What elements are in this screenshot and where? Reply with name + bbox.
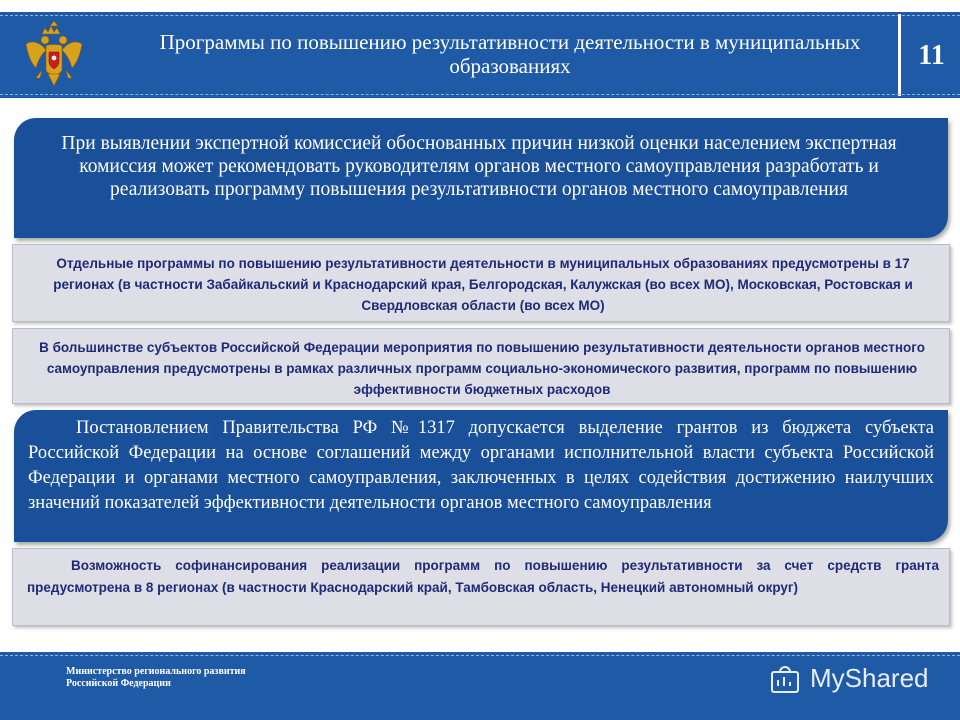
expert-commission-block (14, 118, 948, 238)
watermark-text: MyShared (810, 663, 929, 693)
ministry-name: Министерство регионального развития Российской Федерации (66, 666, 246, 689)
cofinancing-block (12, 548, 950, 626)
coat-of-arms-icon (18, 20, 90, 92)
slide-header (0, 12, 960, 98)
subjects-measures-block (12, 328, 950, 404)
regions-programs-block (12, 244, 950, 322)
subjects-measures-text: В большинстве субъектов Российской Федерации мероприятия по повышению результативности деятельности органов местного самоуправления предусмотрены в рамках различных программ социально-экономического развития, программ по повышению эффективности бюджетных расходов (39, 340, 925, 397)
expert-commission-text: При выявлении экспертной комиссией обоснованных причин низкой оценки населением экспертная комиссия может рекомендовать руководителям органов местного самоуправления разработать и реализовать программу повышения результативности органов местного самоуправления (61, 133, 897, 200)
header-divider (898, 14, 901, 96)
slide-title: Программы по повышению результативности деятельности в муниципальных образованиях (159, 30, 861, 78)
page-number: 11 (918, 40, 945, 71)
government-resolution-text: Постановлением Правительства РФ №1317 допускается выделение грантов из бюджета субъекта Российской Федерации на основе соглашений между органами исполнительной власти субъекта Российской Федерации и органами местного самоуправления, заключенных в целях содействия достижению наилучших значений показателей эффективности деятельности органов местного самоуправления (28, 418, 934, 513)
regions-programs-text: Отдельные программы по повышению результативности деятельности в муниципальных образованиях предусмотрены в 17 регионах (в частности Забайкальский и Краснодарский края, Белгородская, Калужская (во всех МО), Московская, Ростовская и Свердловская области (во всех МО) (53, 256, 913, 313)
myshared-watermark (766, 658, 946, 698)
government-resolution-block (14, 410, 948, 542)
myshared-logo-icon (766, 658, 806, 698)
cofinancing-text: Возможность софинансирования реализации программ по повышению результативности за счет средств гранта предусмотрена в 8 регионах (в частности Краснодарский край, Тамбовская область, Ненецкий автономный округ) (27, 558, 939, 595)
slide-footer (0, 652, 960, 720)
